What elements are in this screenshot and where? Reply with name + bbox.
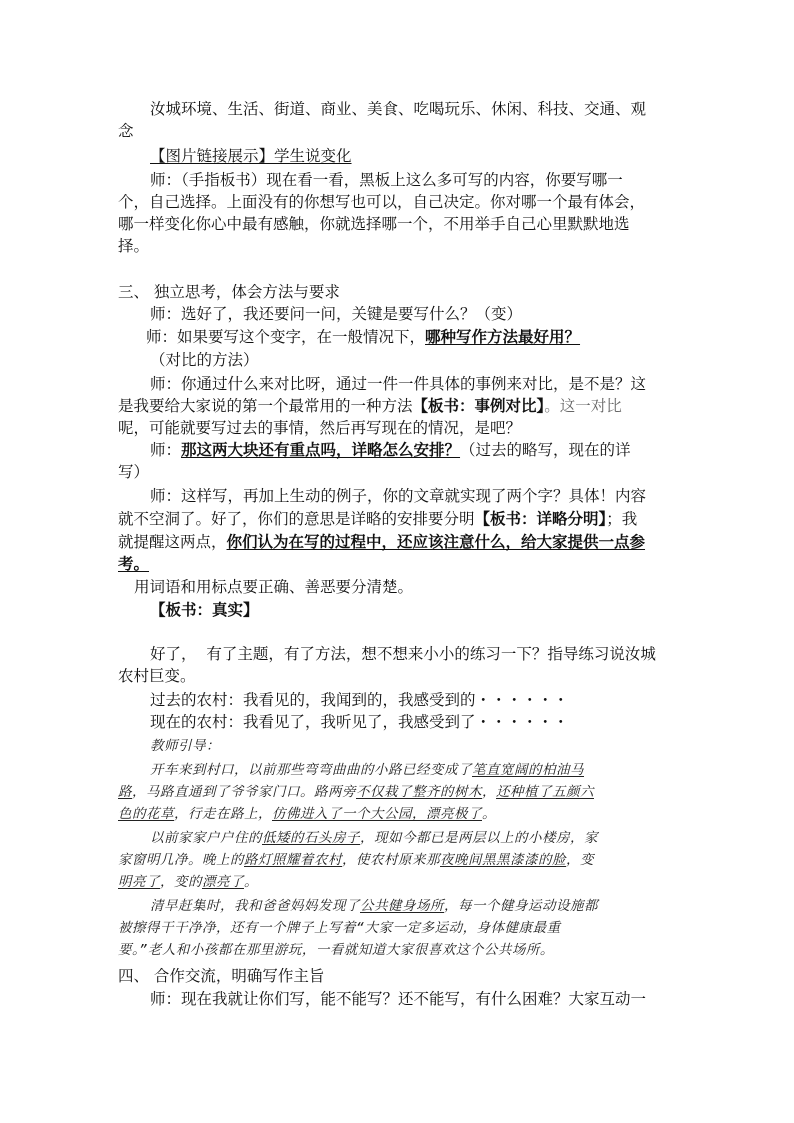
text-line: 呢，可能就要写过去的事情，然后再写现在的情况，是吧？ [118,419,522,437]
text-line: 农村巨变。 [118,667,196,685]
text-span: 就提醒这两点， [118,533,227,551]
text-line [150,439,631,461]
underlined-phrase: 夜晚间黑黑漆漆的脸 [440,852,566,868]
text-line: 现在的农村：我看见了，我听见了，我感受到了・・・・・・ [150,713,569,731]
underlined-phrase: 路灯照耀着农村 [244,852,342,868]
text-line: 择。 [118,237,150,255]
text-line: 好了， 有了主题，有了方法，想不想来小小的练习一下？指导练习说汝城 [150,645,656,663]
text-span: ，使农村原来那 [342,852,440,868]
image-link-caption: 【图片链接展示】学生说变化 [150,147,352,165]
text-line: 个，自己选择。上面没有的你想写也可以，自己决定。你对哪一个最有体会， [118,193,646,211]
text-span: ，马路直通到了爷爷家门口。路两旁 [132,784,356,800]
text-line: 过去的农村：我看见的，我闻到的，我感受到的・・・・・・ [150,691,569,709]
text-span: 。这一对比 [544,397,622,415]
text-line [146,326,580,348]
text-line: 师：（手指板书）现在看一看，黑板上这么多可写的内容，你要写哪一 [150,171,623,189]
text-span: ，现如今都已是两层以上的小楼房，家 [360,830,598,846]
handwritten-line [118,803,496,825]
text-span: ，每一个健身运动设施都 [444,898,598,914]
text-line: 师：选好了，我还要问一问，关键是要写什么？（变） [150,305,523,323]
section-heading-3: 三、 独立思考，体会方法与要求 [118,283,340,301]
text-span: 。 [482,806,496,822]
handwritten-line: 被擦得干干净净，还有一个牌子上写着“大家一定多运动，身体健康最重 [118,920,561,936]
text-line: 用词语和用标点要正确、善恶要分清楚。 [134,578,414,596]
guide-title: 教师引导： [150,738,220,754]
handwritten-line [118,849,594,871]
text-line [118,508,637,530]
key-question: 那这两大块还有重点吗，详略怎么安排？ [181,440,461,459]
text-span: ， [482,784,496,800]
text-span: 。 [244,874,258,890]
underlined-phrase: 还种植了五颜六 [496,784,594,800]
underlined-phrase: 明亮了 [118,874,160,890]
text-span: （过去的略写，现在的详 [460,441,631,459]
text-span: 家窗明几净。晚上的 [118,852,244,868]
text-span: 开车来到村口，以前那些弯弯曲曲的小路已经变成了 [150,762,472,778]
text-line: 念 [118,122,134,140]
underlined-phrase: 路 [118,784,132,800]
handwritten-line: 要。”老人和小孩都在那里游玩，一看就知道大家很喜欢这个公共场所。 [118,942,554,958]
underlined-phrase: 低矮的石头房子 [262,830,360,846]
underlined-phrase: 漂亮了 [202,874,244,890]
text-line: 师：你通过什么来对比呀，通过一件一件具体的事例来对比，是不是？这 [150,375,647,393]
text-line: 考。 [118,554,150,573]
text-line: 汝城环境、生活、街道、商业、美食、吃喝玩乐、休闲、科技、交通、观 [150,100,647,118]
board-note: 【板书：真实】 [150,600,259,619]
text-span: ，变 [566,852,594,868]
text-line: 师：这样写，再加上生动的例子，你的文章就实现了两个字？具体！内容 [150,487,647,505]
handwritten-line [150,827,598,849]
text-span: 就不空洞了。好了，你们的意思是详略的安排要分明 [118,510,475,528]
underlined-phrase: 不仅栽了整齐的树木 [356,784,482,800]
handwritten-line [118,781,594,803]
key-question: 哪种写作方法最好用？ [425,327,581,346]
text-line: 哪一样变化你心中最有感触，你就选择哪一个，不用举手自己心里默默地选 [118,215,630,233]
text-span: ，变的 [160,874,202,890]
text-line [118,395,622,417]
text-line: （对比的方法） [150,351,259,369]
text-span: 清早赶集时，我和爸爸妈妈发现了 [150,898,360,914]
underlined-phrase: 公共健身场所 [360,898,444,914]
text-line: 写） [118,463,150,481]
text-span: 师： [150,441,182,459]
key-question: 你们认为在写的过程中，还应该注意什么，给大家提供一点参 [226,532,646,551]
text-span: 是我要给大家说的第一个最常用的一种方法 [118,397,413,415]
underlined-phrase: 笔直宽阔的柏油马 [472,762,584,778]
board-note: 【板书：事例对比】 [412,396,545,415]
text-span: 以前家家户户住的 [150,830,262,846]
text-line: 师：现在我就让你们写，能不能写？还不能写，有什么困难？大家互动一 [150,990,647,1008]
handwritten-line [118,871,258,893]
section-heading-4: 四、 合作交流，明确写作主旨 [118,967,325,985]
text-span: ，行走在路上， [174,806,272,822]
underlined-phrase: 仿佛进入了一个大公园，漂亮极了 [272,806,482,822]
handwritten-line [150,759,584,781]
underlined-phrase: 色的花草 [118,806,174,822]
text-span: 师：如果要写这个变字，在一般情况下， [146,328,426,346]
board-note: 【板书：详略分明】 [474,509,607,528]
text-line [118,531,645,553]
text-span: ；我 [606,510,638,528]
handwritten-line [150,895,598,917]
